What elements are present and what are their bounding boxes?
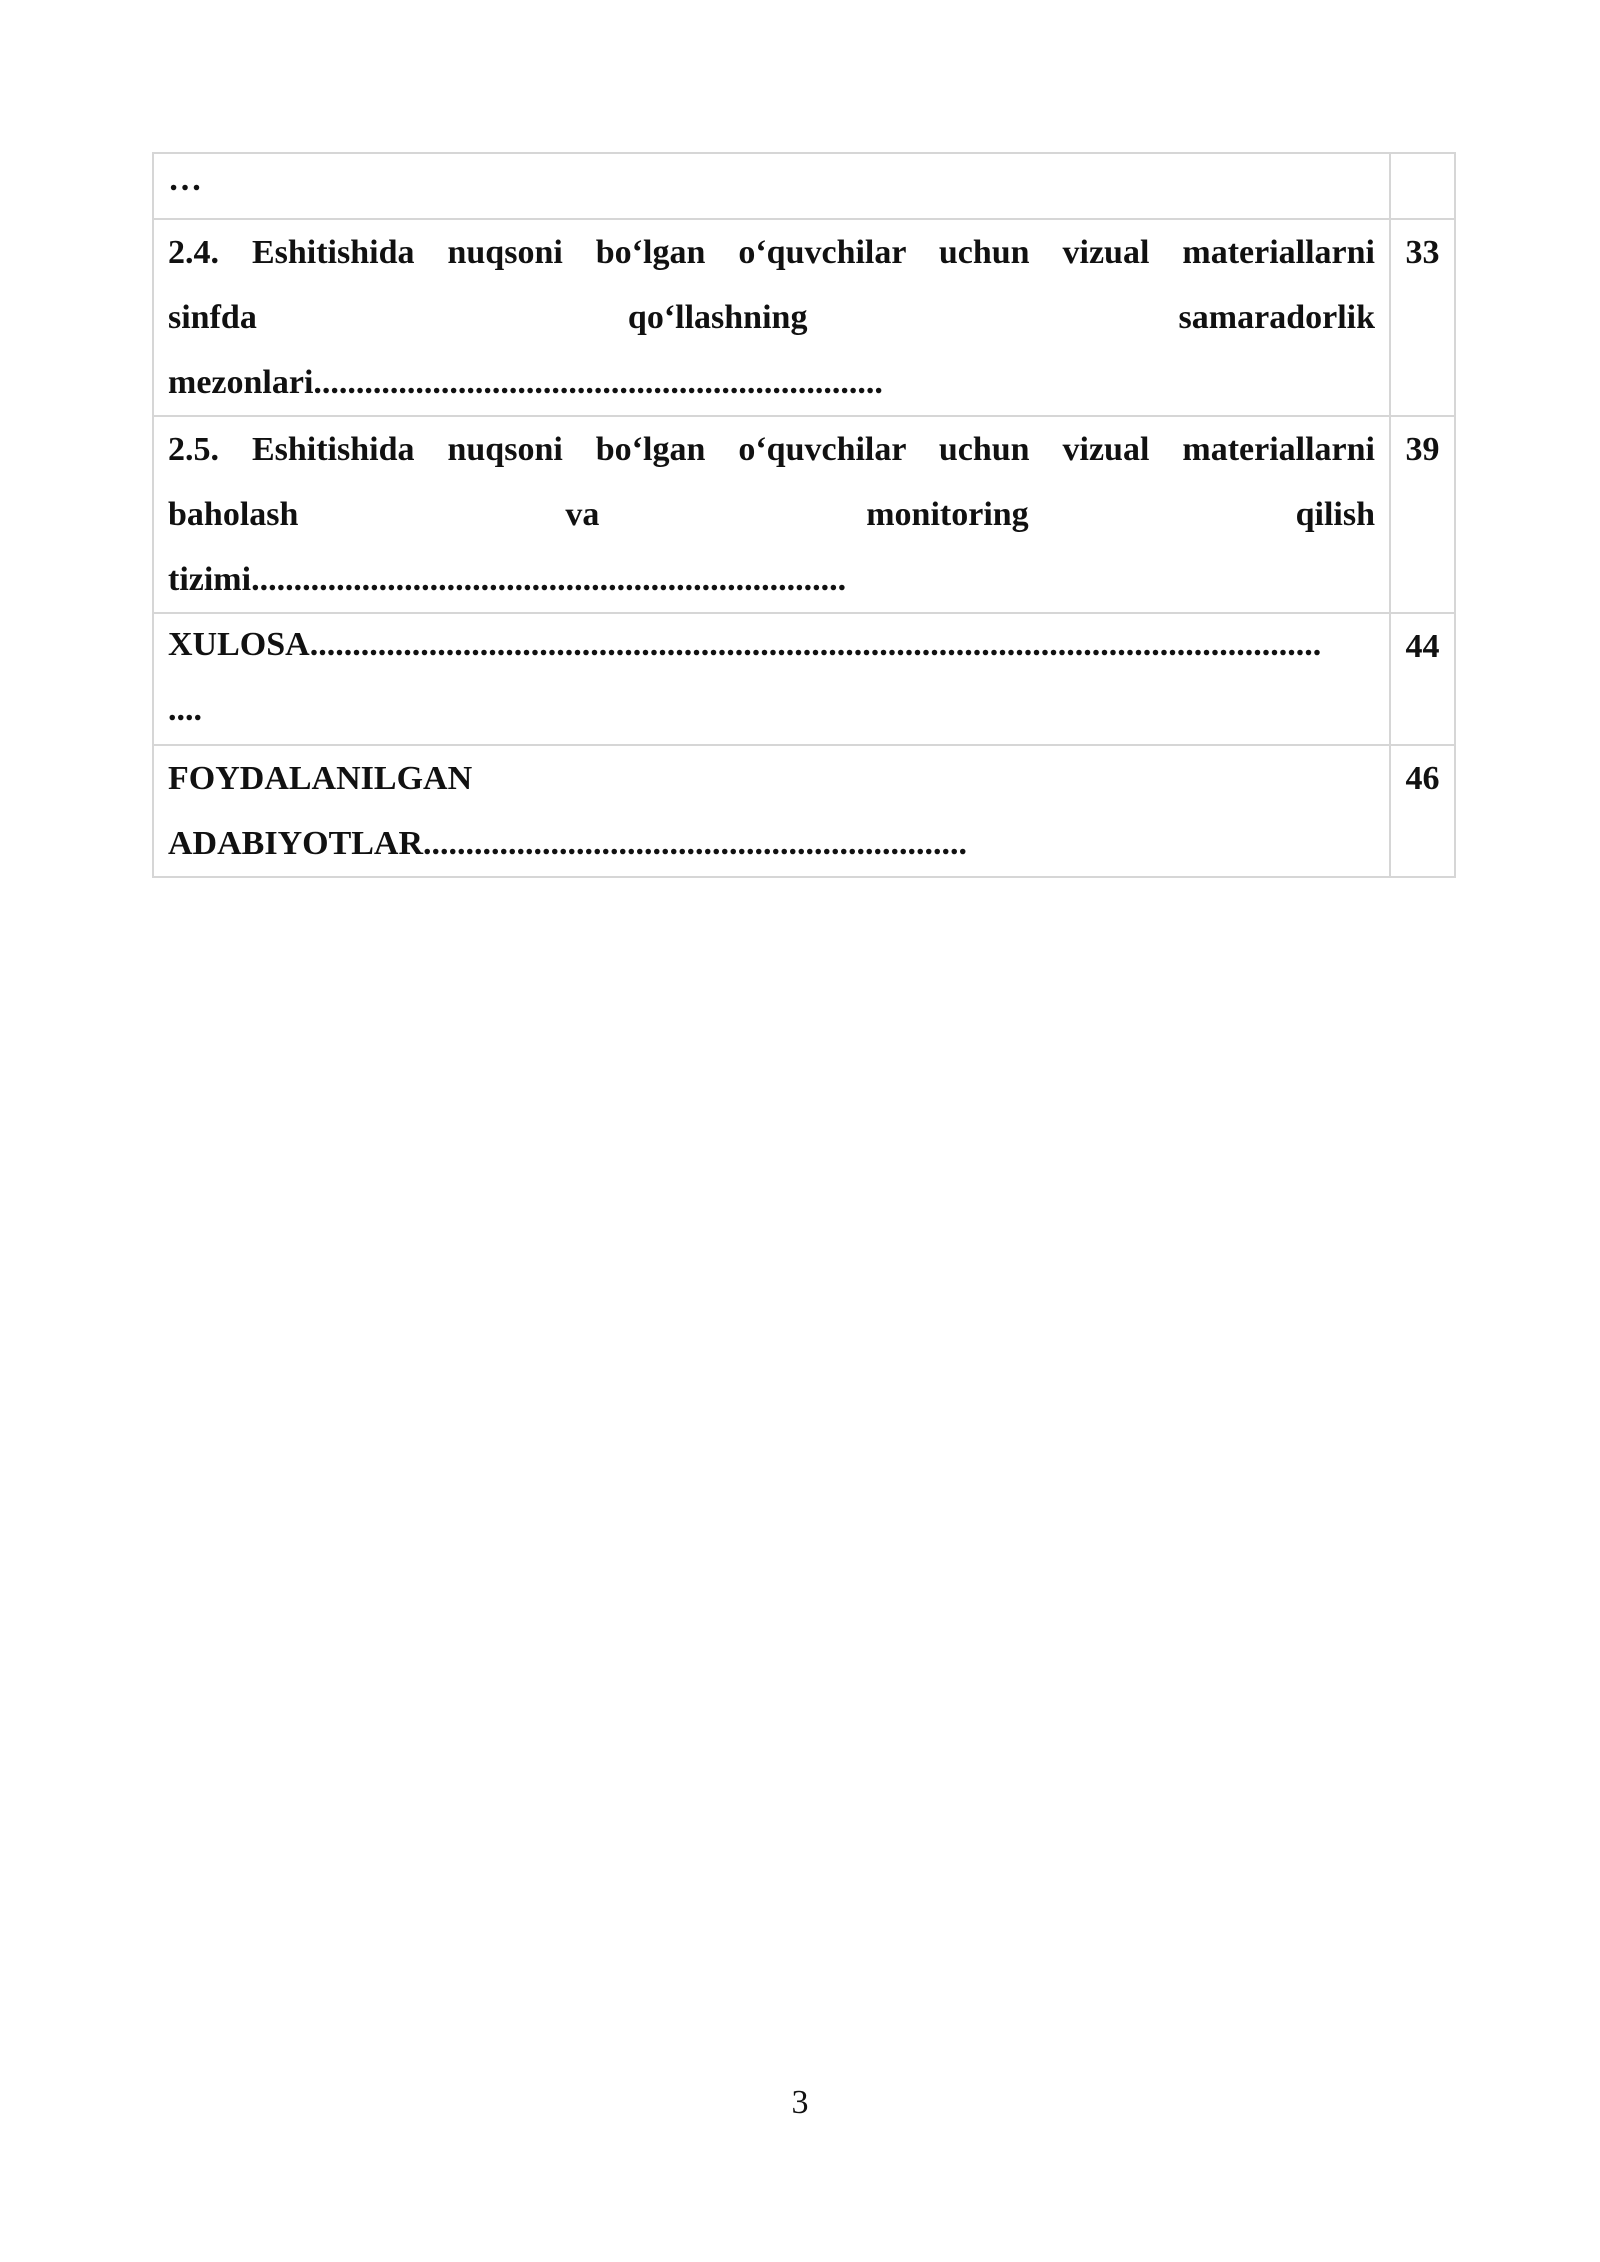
toc-entry-line: 2.5. Eshitishida nuqsoni bo‘lgan o‘quvchilar uchun vizual materiallarni [168,431,1375,468]
toc-page-number: 39 [1390,416,1455,613]
toc-entry-line: sinfda qo‘llashning samaradorlik [168,299,1375,336]
toc-entry-text [153,745,1390,877]
toc-entry-text [153,416,1390,613]
toc-entry-text [153,219,1390,416]
toc-entry-line: baholash va monitoring qilish [168,496,1375,533]
toc-row [153,416,1455,613]
toc-entry-text [153,613,1390,745]
toc-entry-line: 2.4. Eshitishida nuqsoni bo‘lgan o‘quvchilar uchun vizual materiallarni [168,234,1375,271]
table-of-contents [152,152,1456,878]
toc-entry-line: mezonlari................................................................... [168,364,883,401]
toc-entry-line: FOYDALANILGAN [168,760,473,797]
toc-entry-line: .... [168,691,202,728]
toc-page-number: 46 [1390,745,1455,877]
toc-row [153,219,1455,416]
toc-page-number: 33 [1390,219,1455,416]
toc-row [153,613,1455,745]
toc-entry-line: XULOSA....................................................................................................................... [168,626,1322,663]
toc-entry-text [153,153,1390,219]
page-number: 3 [791,2084,809,2121]
toc-entry-line: tizimi...................................................................... [168,561,847,598]
toc-row [153,153,1455,219]
toc-page-number: 44 [1390,613,1455,745]
toc-entry-line: ADABIYOTLAR................................................................ [168,825,968,862]
toc-page-number [1390,153,1455,219]
toc-row [153,745,1455,877]
toc-entry-line: … [168,161,202,198]
